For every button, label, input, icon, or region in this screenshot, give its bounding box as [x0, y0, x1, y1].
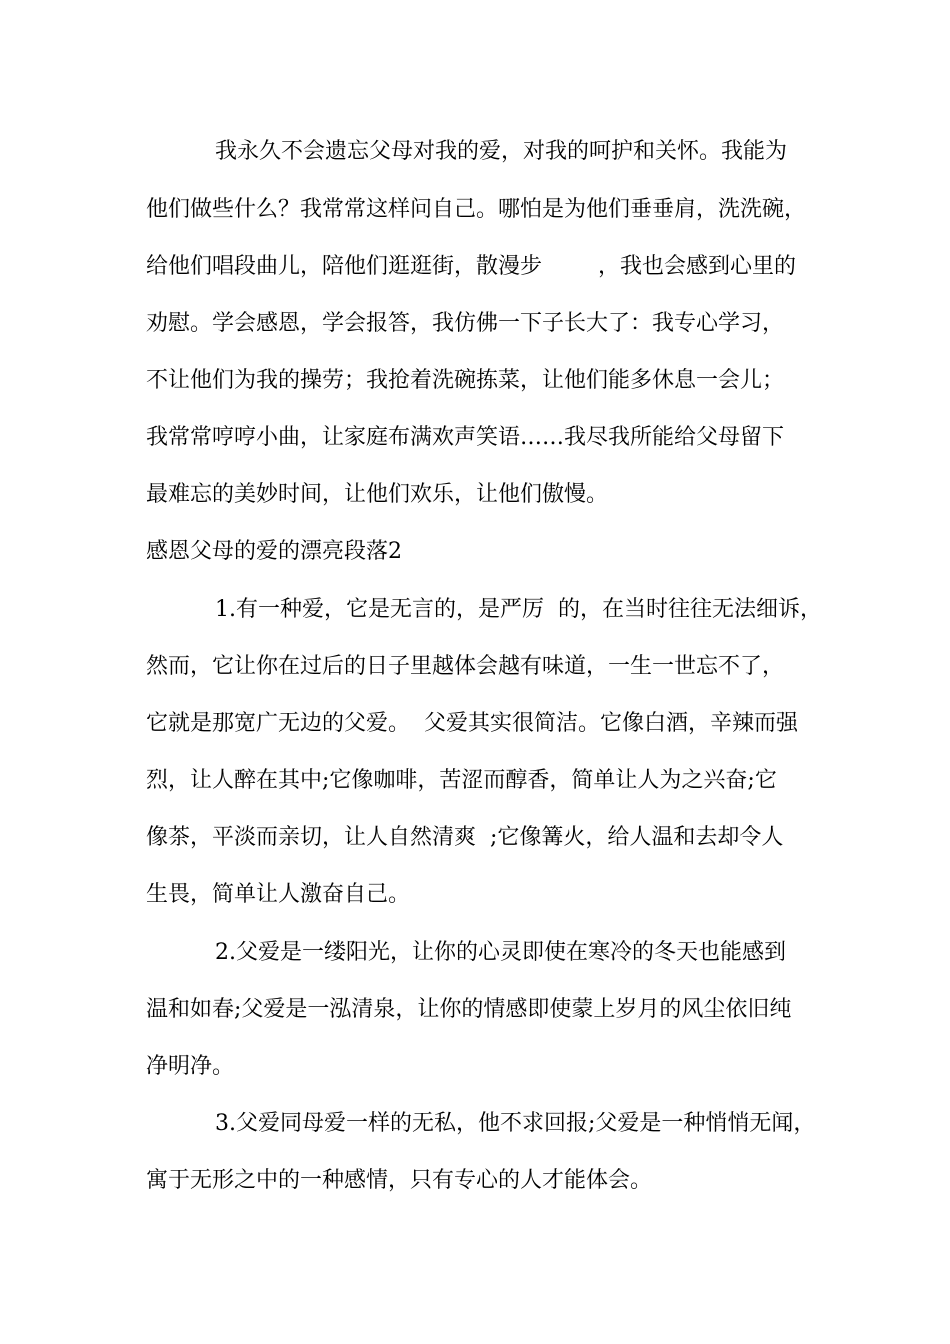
item-1-line-4: 烈，让人醉在其中;它像咖啡，苦涩而醇香，简单让人为之兴奋;它: [146, 768, 777, 793]
paragraph-1-line-4: 劝慰。学会感恩，学会报答，我仿佛一下子长大了：我专心学习，: [146, 311, 785, 336]
paragraph-1-line-6: 我常常哼哼小曲，让家庭布满欢声笑语……我尽我所能给父母留下: [146, 425, 785, 450]
item-1-line-1: 1.有一种爱，它是无言的，是严厉 的，在当时往往无法细诉，: [215, 597, 822, 622]
item-3-line-2: 寓于无形之中的一种感情，只有专心的人才能体会。: [146, 1168, 653, 1193]
paragraph-1-line-5: 不让他们为我的操劳；我抢着洗碗拣菜，让他们能多休息一会儿；: [146, 368, 785, 393]
section-heading: 感恩父母的爱的漂亮段落2: [146, 539, 402, 564]
paragraph-1-line-3: 给他们唱段曲儿，陪他们逛逛街，散漫步 ，我也会感到心里的: [146, 254, 796, 279]
paragraph-1-line-1: 我永久不会遗忘父母对我的爱，对我的呵护和关怀。我能为: [215, 139, 788, 164]
item-3-line-1: 3.父爱同母爱一样的无私，他不求回报;父爱是一种悄悄无闻，: [215, 1111, 816, 1136]
paragraph-1-line-7: 最难忘的美妙时间，让他们欢乐，让他们傲慢。: [146, 482, 609, 507]
item-1-line-6: 生畏，简单让人激奋自己。: [146, 882, 411, 907]
item-1-line-2: 然而，它让你在过后的日子里越体会越有味道，一生一世忘不了，: [146, 654, 785, 679]
item-2-line-2: 温和如春;父爱是一泓清泉，让你的情感即使蒙上岁月的风尘依旧纯: [146, 997, 792, 1022]
item-1-line-5: 像茶，平淡而亲切，让人自然清爽 ;它像篝火，给人温和去却令人: [146, 825, 784, 850]
item-2-line-3: 净明净。: [146, 1054, 235, 1079]
item-2-line-1: 2.父爱是一缕阳光，让你的心灵即使在寒冷的冬天也能感到: [215, 940, 786, 965]
paragraph-1-line-2: 他们做些什么？我常常这样问自己。哪怕是为他们垂垂肩，洗洗碗，: [146, 197, 807, 222]
item-1-line-3: 它就是那宽广无边的父爱。 父爱其实很简洁。它像白酒，辛辣而强: [146, 711, 798, 736]
